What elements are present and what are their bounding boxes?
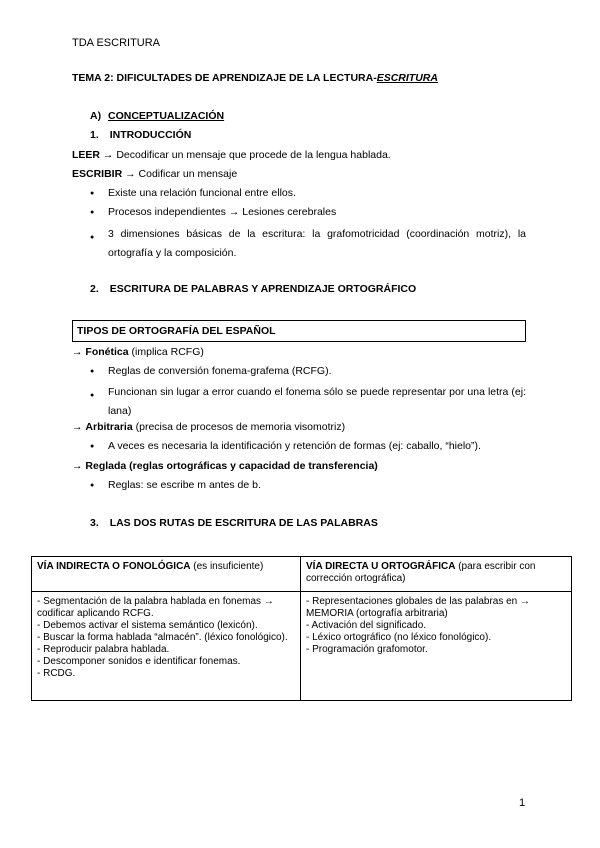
list-item: ● A veces es necesaria la identificación y retención de formas (ej: caballo, “hielo”). [108,440,481,452]
leer-term: LEER [72,149,101,161]
leer-definition [72,149,391,161]
list-item: ● Reglas: se escribe m antes de b. [108,479,261,491]
table-row [32,592,572,701]
section-2-marker: 2. [90,283,99,295]
routes-table [31,556,572,701]
section-a-marker: A) [90,110,102,122]
list-item: - Activación del significado. [306,620,427,631]
escribir-term: ESCRIBIR [72,168,123,180]
title-main: TEMA 2: DIFICULTADES DE APRENDIZAJE DE LA LECTURA- [72,72,377,84]
col2-note: (para escribir con corrección ortográfica) [306,561,536,584]
fonetica-note: (implica RCFG) [128,346,204,358]
page-title [72,72,438,84]
fonetica-heading [72,346,204,358]
section-1-label: INTRODUCCIÓN [109,129,192,141]
table-header-row [32,557,572,592]
section-3-label: LAS DOS RUTAS DE ESCRITURA DE LAS PALABRAS [109,517,378,529]
reglada-heading [72,460,378,472]
arrow: → [72,421,86,433]
arrow: → [72,460,86,472]
arbitraria-heading [72,421,345,433]
arbitraria-note: (precisa de procesos de memoria visomotriz) [132,421,346,433]
list-item: - Debemos activar el sistema semántico (lexicón). [37,620,258,631]
section-1-marker: 1. [90,129,99,141]
escribir-definition [72,168,237,180]
section-2-heading [90,283,416,295]
list-item: ● Funcionan sin lugar a error cuando el fonema sólo se puede representar por una letra (ej: lana) [108,383,526,421]
arrow: → [72,346,86,358]
list-item: - Descomponer sonidos e identificar fonemas. [37,656,241,667]
col1-head: VÍA INDIRECTA O FONOLÓGICA [37,561,191,572]
list-item: - Representaciones globales de las palabras en → MEMORIA (ortografía arbitraria) [306,596,531,619]
escribir-def: → Codificar un mensaje [122,168,238,180]
leer-def: → Decodificar un mensaje que procede de la lengua hablada. [100,149,391,161]
list-item: - Léxico ortográfico (no léxico fonológico). [306,632,492,643]
ortografia-types-box [72,320,526,342]
box-title: TIPOS DE ORTOGRAFÍA DEL ESPAÑOL [77,325,276,337]
col2-content [301,592,572,701]
section-1-heading [90,129,191,141]
col1-content [32,592,301,701]
list-item: - Buscar la forma hablada “almacén”. (léxico fonológico). [37,632,288,643]
fonetica-term: Fonética [85,346,129,358]
col2-header [301,557,572,592]
col1-header [32,557,301,592]
list-item: - Reproducir palabra hablada. [37,644,170,655]
list-item: - RCDG. [37,668,76,679]
title-emph: ESCRITURA [376,72,438,84]
arbitraria-term: Arbitraria [85,421,133,433]
list-item: ● Existe una relación funcional entre ellos. [108,187,296,199]
reglada-term: Reglada (reglas ortográficas y capacidad de transferencia) [85,460,378,472]
list-item: ● Procesos independientes → Lesiones cerebrales [108,206,336,218]
list-item: ● Reglas de conversión fonema-grafema (RCFG). [108,365,332,377]
list-item: - Programación grafomotor. [306,644,428,655]
section-3-marker: 3. [90,517,99,529]
col1-note: (es insuficiente) [190,561,264,572]
section-2-label: ESCRITURA DE PALABRAS Y APRENDIZAJE ORTOGRÁFICO [109,283,417,295]
running-header: TDA ESCRITURA [72,37,161,49]
section-3-heading [90,517,378,529]
list-item: - Segmentación de la palabra hablada en fonemas → codificar aplicando RCFG. [37,596,274,619]
list-item: ● 3 dimensiones básicas de la escritura: la grafomotricidad (coordinación motriz), la ortografía y la composición. [108,225,526,263]
col2-head: VÍA DIRECTA U ORTOGRÁFICA [306,561,456,572]
section-a-label: CONCEPTUALIZACIÓN [108,110,225,122]
section-a-heading [90,110,224,122]
page-number: 1 [519,797,526,809]
